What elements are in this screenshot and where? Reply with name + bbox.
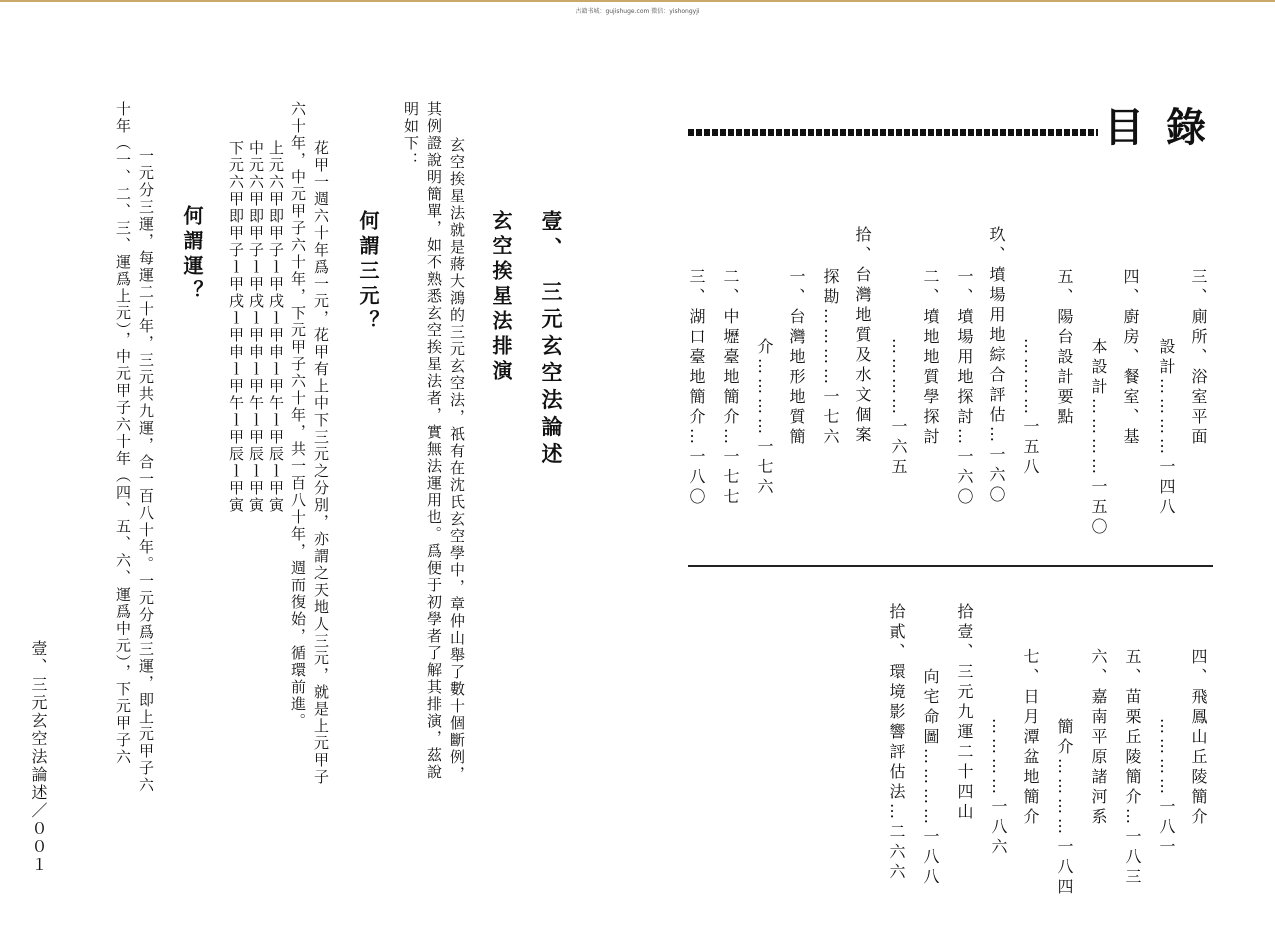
- table-line: 上元六甲即甲子ｌ甲戌ｌ甲申ｌ甲午ｌ甲辰ｌ甲寅: [267, 140, 285, 514]
- intro-line: 明如下：: [402, 101, 420, 169]
- page-footer: 壹、三元玄空法論述／００１: [29, 640, 48, 874]
- toc-entry: 探勘…………一七六: [821, 268, 840, 448]
- table-line: 中元六甲即甲子ｌ甲戌ｌ甲申ｌ甲午ｌ甲辰ｌ甲寅: [247, 140, 265, 514]
- section-divider: [688, 565, 1213, 567]
- toc-entry: 向宅命圖…………一八八: [921, 648, 940, 888]
- toc-entry: 四、飛鳳山丘陵簡介: [1189, 648, 1208, 828]
- question-heading-yuan: 何謂三元？: [356, 210, 380, 335]
- question-heading-yun: 何謂運？: [180, 205, 204, 305]
- toc-title: 目錄: [1104, 104, 1228, 151]
- body-line: 六十年，中元甲子六十年，下元甲子六十年，共一百八十年，週而復始，循環前進。: [289, 101, 307, 730]
- toc-entry: 三、湖口臺地簡介…一八〇: [687, 268, 706, 508]
- table-line: 下元六甲即甲子ｌ甲戌ｌ甲申ｌ甲午ｌ甲辰ｌ甲寅: [227, 140, 245, 514]
- toc-entry: 拾、台灣地質及水文個案: [853, 226, 872, 446]
- toc-entry: 六、嘉南平原諸河系: [1089, 648, 1108, 828]
- toc-entry: …………一五八: [1021, 318, 1040, 478]
- toc-entry: 二、墳地地質學探討: [921, 268, 940, 448]
- toc-entry: 一、墳場用地探討…一六〇: [955, 268, 974, 508]
- body-line: 十年（一、二、三、運爲上元），中元甲子六十年（四、五、六、運爲中元），下元甲子六: [114, 101, 132, 766]
- toc-entry: 三、廁所、浴室平面: [1189, 268, 1208, 448]
- toc-entry: 玖、墳場用地綜合評估…一六〇: [987, 226, 1006, 506]
- toc-entry: 本設計…………一五〇: [1089, 318, 1108, 538]
- body-line: 一元分三運，每運二十年，三元共九運，合一百八十年。一元分爲三運，即上元甲子六: [137, 148, 155, 794]
- toc-entry: 二、中壢臺地簡介…一七七: [721, 268, 740, 508]
- chapter-title: 壹、 三元玄空法論述: [539, 210, 564, 470]
- top-border: [0, 0, 1275, 2]
- toc-entry: 五、陽台設計要點: [1055, 268, 1074, 428]
- toc-entry: …………一八一: [1157, 698, 1176, 858]
- toc-entry: 七、日月潭盆地簡介: [1021, 648, 1040, 828]
- intro-line: 其例證說明簡單，如不熟悉玄空挨星法者，實無法運用也。爲便于初學者了解其排演，茲說: [425, 101, 443, 781]
- toc-entry: 介…………一七六: [755, 318, 774, 498]
- toc-entry: 設計…………一四八: [1157, 318, 1176, 518]
- watermark-text: 古籍书城：gujishuge.com 微信：yishongyji: [575, 8, 700, 15]
- toc-entry: 簡介…………一八四: [1055, 698, 1074, 898]
- title-rule: [688, 129, 1098, 136]
- toc-entry: 四、廚房、餐室、基: [1121, 268, 1140, 448]
- body-line: 花甲一週六十年爲一元，花甲有上中下三元之分別，亦謂之天地人三元，就是上元甲子: [312, 140, 330, 786]
- toc-entry: 拾壹、三元九運二十四山: [955, 603, 974, 823]
- toc-entry: …………一六五: [889, 318, 908, 478]
- toc-entry: 拾貳、環境影響評估法…二六六: [887, 603, 906, 883]
- intro-line: 玄空挨星法就是蔣大鴻的三元玄空法，祇有在沈氏玄空學中，章仲山舉了數十個斷例，: [448, 137, 466, 783]
- toc-entry: …………一八六: [989, 698, 1008, 858]
- toc-entry: 五、苗栗丘陵簡介…一八三: [1123, 648, 1142, 888]
- toc-entry: 一、台灣地形地質簡: [787, 268, 806, 448]
- section-title: 玄空挨星法排演: [489, 210, 513, 385]
